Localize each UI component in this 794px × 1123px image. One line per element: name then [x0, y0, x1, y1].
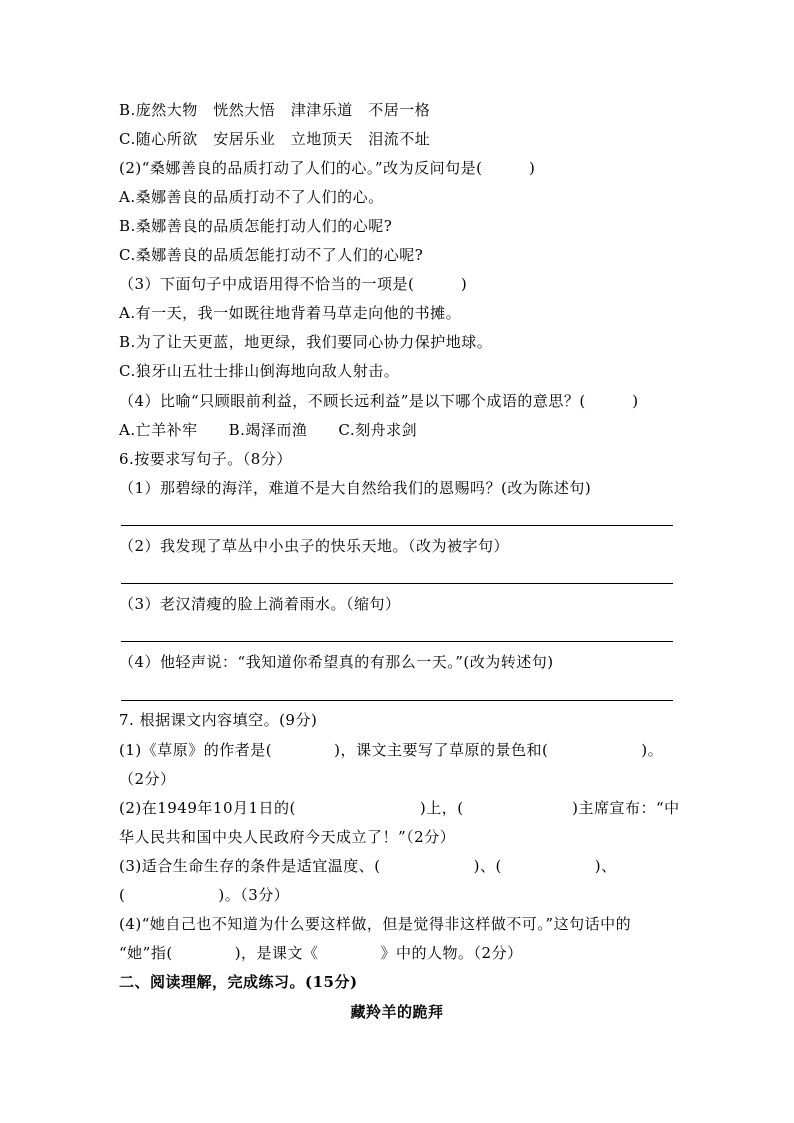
q5-sub4-options: A.亡羊补牢 B.竭泽而渔 C.刻舟求剑: [119, 421, 418, 439]
q7-line-8: “她”指( )，是课文《 》中的人物。（2分）: [119, 944, 523, 962]
q5-sub3-option-c: C.狼牙山五壮士排山倒海地向敌人射击。: [119, 362, 400, 380]
q5-option-b: B.庞然大物 恍然大悟 津津乐道 不居一格: [119, 101, 431, 119]
q7-line-3: (2)在1949年10月1日的( )上，( )主席宣布：“中: [119, 799, 680, 817]
q7-line-7: (4)“她自己也不知道为什么要这样做，但是觉得非这样做不可。”这句话中的: [119, 915, 632, 933]
reading-passage-title: 藏羚羊的跪拜: [350, 1003, 444, 1021]
q5-sub3-option-b: B.为了让天更蓝，地更绿，我们要同心协力保护地球。: [119, 333, 493, 351]
q6-item-4: （4）他轻声说：“我知道你希望真的有那么一天。”(改为转述句): [119, 653, 554, 671]
q7-line-4: 华人民共和国中央人民政府今天成立了！”（2分）: [119, 828, 456, 846]
q6-answer-line-4[interactable]: [121, 700, 673, 701]
section-2-heading: 二、阅读理解，完成练习。(15分): [119, 973, 358, 991]
q5-option-c: C.随心所欲 安居乐业 立地顶天 泪流不址: [119, 130, 431, 148]
q5-sub3-question: （3）下面句子中成语用得不恰当的一项是( ): [119, 275, 468, 293]
q5-sub2-option-b: B.桑娜善良的品质怎能打动人们的心呢?: [119, 217, 393, 235]
q7-line-5: (3)适合生命生存的条件是适宜温度、( )、( )、: [119, 857, 617, 875]
q5-sub2-question: (2)“桑娜善良的品质打动了人们的心。”改为反问句是( ): [119, 159, 536, 177]
q6-item-1: （1）那碧绿的海洋，难道不是大自然给我们的恩赐吗？(改为陈述句): [119, 479, 592, 497]
q5-sub3-option-a: A.有一天，我一如既往地背着马草走向他的书摊。: [119, 304, 462, 322]
q6-item-2: （2）我发现了草丛中小虫子的快乐天地。（改为被字句）: [119, 537, 510, 555]
q7-line-1: (1)《草原》的作者是( )，课文主要写了草原的景色和( )。: [119, 741, 664, 759]
q6-answer-line-1[interactable]: [121, 525, 673, 526]
q7-line-6: ( )。（3分）: [119, 886, 290, 904]
q7-heading: 7. 根据课文内容填空。(9分): [119, 711, 318, 729]
q7-line-2: （2分）: [119, 770, 176, 788]
q5-sub2-option-c: C.桑娜善良的品质怎能打动不了人们的心呢?: [119, 246, 424, 264]
q5-sub2-option-a: A.桑娜善良的品质打动不了人们的心。: [119, 188, 384, 206]
q5-sub4-question: （4）比喻“只顾眼前利益，不顾长远利益”是以下哪个成语的意思？( ): [119, 392, 639, 410]
q6-item-3: （3）老汉清瘦的脸上淌着雨水。（缩句）: [119, 595, 401, 613]
q6-heading: 6.按要求写句子。（8分）: [119, 450, 292, 468]
q6-answer-line-3[interactable]: [121, 641, 673, 642]
q6-answer-line-2[interactable]: [121, 583, 673, 584]
